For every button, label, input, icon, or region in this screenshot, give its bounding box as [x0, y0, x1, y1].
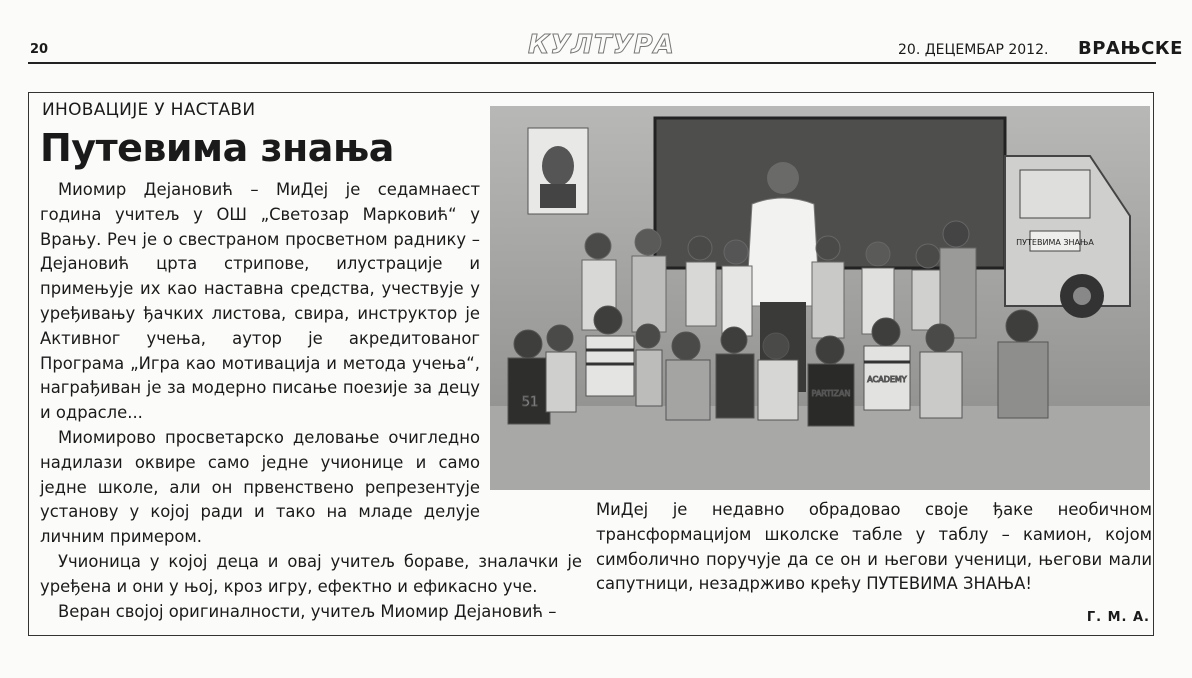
paragraph: Миомир Дејановић – МиДеј је седамнаест година учитељ у ОШ „Светозар Марковић“ у Врању. Реч је о свестраном просветном раднику – Дејановић црта стрипове, илустрације и примењује их као наставна средства, учествује у уређивању ђачких листова, свира, инструктор је Активног учења, аутор је акредитованог Програма „Игра као мотивација и метода учења“, награђиван је за модерно писање поезије за децу и одрасле... [40, 180, 480, 423]
paragraph: Миомирово просветарско деловање очигледно надилази оквире само једне учионице и само једне школе, али он првенствено репрезентује установу у којој ради и тако на младе делује личним примером. [40, 427, 480, 547]
section-title: КУЛТУРА [528, 30, 675, 60]
newspaper-masthead: ВРАЊСКЕ [1078, 38, 1183, 59]
shirt-text-academy: ACADEMY [867, 375, 907, 384]
paragraph: МиДеј је недавно обрадовао своје ђаке необичном трансформацијом школске табле у таблу – камион, којом симболично поручује да се он и његови ученици, његови мали сапутници, незадрживо крећу ПУТЕВИМА ЗНАЊА! [596, 500, 1152, 594]
article-body-right [596, 498, 1152, 597]
shirt-number: 51 [521, 395, 539, 410]
class-photo-drawing [490, 106, 1150, 490]
header-rule [28, 62, 1156, 64]
author-signature: Г. М. А. [1086, 610, 1150, 625]
shirt-text-partizan: PARTIZAN [811, 389, 851, 398]
issue-date: 20. ДЕЦЕМБАР 2012. [898, 42, 1049, 58]
portrait-frame [528, 128, 588, 214]
class-photo [490, 106, 1150, 490]
paragraph: Веран својој оригиналности, учитељ Миомир Дејановић – [58, 601, 557, 621]
page-number: 20 [30, 42, 49, 57]
paragraph: Учионица у којој деца и овај учитељ бораве, зналачки је уређена и они у њој, кроз игру, ефектно и ефикасно уче. [40, 551, 582, 596]
article-kicker: ИНОВАЦИЈЕ У НАСТАВИ [42, 100, 256, 120]
truck-sign: ПУТЕВИМА ЗНАЊА [1016, 238, 1094, 247]
article-headline: Путевима знања [40, 126, 394, 170]
